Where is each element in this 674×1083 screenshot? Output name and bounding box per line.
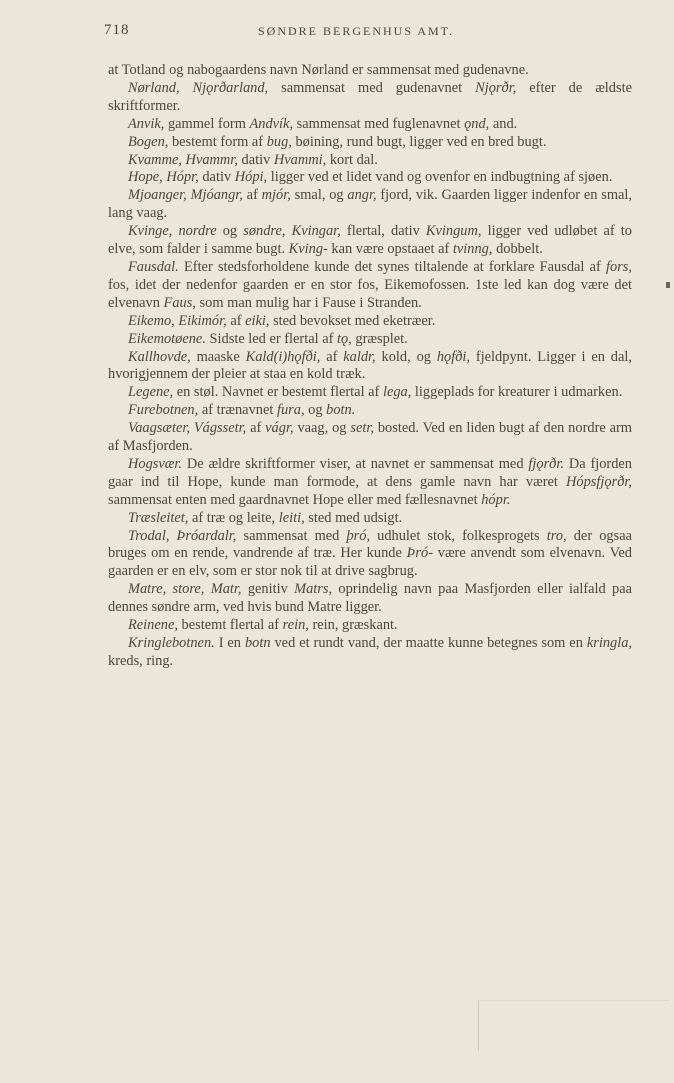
italic-term: fors, — [606, 258, 632, 275]
italic-term: Hope, Hópr, — [128, 169, 199, 186]
italic-term: Nørland, Njǫrðarland, — [128, 79, 269, 96]
paragraph — [108, 420, 632, 456]
paragraph — [108, 528, 632, 582]
text-run: kold, og — [375, 348, 437, 365]
text-run: af træ og leite, — [188, 509, 279, 526]
italic-term: Eikemotøene. — [128, 330, 206, 347]
paragraph — [108, 152, 632, 170]
paragraph — [108, 62, 632, 80]
italic-term: rein, — [282, 617, 309, 634]
page-body — [108, 62, 632, 671]
text-run: rein, græskant. — [308, 617, 398, 634]
italic-term: Þró- — [406, 545, 433, 562]
text-run: af — [320, 348, 344, 365]
text-run: at Totland og nabogaardens navn Nørland er sammensat med gudenavne. — [108, 62, 529, 78]
italic-term: angr, — [347, 187, 377, 204]
paragraph — [108, 169, 632, 187]
text-run: efter de ældste skriftformer. — [108, 79, 632, 114]
italic-term: Mjoanger, Mjóangr, — [128, 187, 243, 204]
text-run: græsplet. — [351, 330, 408, 347]
italic-term: Hvammi, — [273, 151, 327, 168]
text-run: og — [216, 223, 244, 240]
italic-term: tro, — [546, 527, 567, 544]
italic-term: botn. — [326, 402, 356, 419]
text-run: der ogsaa bruges om en rende, vandrende af træ. Her kunde — [108, 527, 632, 562]
text-run: være anvendt som elvenavn. Ved gaarden er en elv, som er stor nok til at drive sagbrug. — [108, 545, 632, 580]
italic-term: Hópi, — [234, 169, 268, 186]
text-run: gammel form — [164, 115, 250, 132]
text-run: genitiv — [241, 581, 295, 598]
text-run: som man mulig har i Fause i Stranden. — [195, 294, 422, 311]
italic-term: Bogen, — [128, 133, 169, 150]
text-run: sted bevokset med eketræer. — [269, 312, 436, 329]
page-number: 718 — [104, 22, 130, 38]
text-run: kort dal. — [326, 151, 378, 168]
italic-term: Kvinge, nordre — [128, 223, 217, 240]
italic-term: Træsleitet, — [128, 509, 189, 526]
italic-term: Hogsvær. — [128, 455, 182, 472]
text-run: Efter stedsforholdene kunde det synes tiltalende at forklare Fausdal af — [178, 258, 606, 275]
paragraph — [108, 635, 632, 671]
text-run: Da fjorden gaar ind til Hope, kunde man formode, at dens gamle navn har været — [108, 455, 632, 490]
text-run: oprindelig navn paa Masfjorden eller ialfald paa dennes søndre arm, ved hvis bund Matre ligger. — [108, 581, 633, 616]
text-run: vaag, og — [293, 420, 351, 437]
text-run: bosted. Ved en liden bugt af den nordre arm af Masfjorden. — [108, 420, 632, 455]
paragraph — [108, 617, 632, 635]
text-run: fjeldpynt. Ligger i en dal, hvorigjennem der pleier at staa en kold træk. — [108, 348, 632, 383]
italic-term: søndre, Kvingar, — [243, 223, 341, 240]
text-run: af — [226, 312, 246, 329]
text-run: og — [304, 402, 327, 419]
italic-term: tvinng, — [452, 241, 493, 258]
text-run: udhulet stok, folkesprogets — [370, 527, 547, 544]
italic-term: Andvík, — [249, 115, 294, 132]
paragraph — [108, 80, 632, 116]
text-run: fjord, vik. Gaarden ligger indenfor en smal, lang vaag. — [108, 187, 633, 222]
paragraph — [108, 313, 632, 331]
paragraph — [108, 456, 632, 510]
text-run: ligger ved udløbet af to elve, som falder i samme bugt. — [108, 223, 632, 258]
text-run: ved et rundt vand, der maatte kunne betegnes som en — [270, 635, 587, 651]
paragraph — [108, 384, 632, 402]
italic-term: þró, — [346, 527, 371, 544]
italic-term: Reinene, — [128, 617, 178, 634]
text-run: and. — [489, 115, 518, 132]
italic-term: Kald(i)hǫfði, — [245, 348, 321, 365]
text-run: bestemt form af — [168, 133, 267, 150]
italic-term: Eikemo, Eikimór, — [128, 312, 227, 329]
text-run: ligger ved et lidet vand og ovenfor en indbugtning af sjøen. — [267, 169, 613, 186]
paragraph — [108, 223, 632, 259]
text-run: bøining, rund bugt, ligger ved en bred bugt. — [291, 133, 547, 150]
italic-term: kringla, — [586, 635, 632, 651]
text-run: liggeplads for kreaturer i udmarken. — [411, 384, 623, 401]
text-run: flertal, dativ — [340, 223, 426, 240]
italic-term: Vaagsæter, Vágssetr, — [128, 420, 247, 437]
text-run: en støl. Navnet er bestemt flertal af — [173, 384, 383, 401]
italic-term: Matre, store, Matr, — [128, 581, 242, 598]
text-run: af — [246, 420, 266, 437]
paragraph — [108, 134, 632, 152]
italic-term: tǫ, — [336, 330, 352, 347]
italic-term: bug, — [266, 133, 292, 150]
text-run: fos, idet der nedenfor gaarden er en stor fos, Eikemofossen. 1ste led kan dog være det elvenavn — [108, 276, 632, 311]
italic-term: Trodal, Þróardalr, — [128, 527, 237, 544]
text-run: maaske — [190, 348, 246, 365]
text-run: af trænavnet — [198, 402, 277, 419]
paragraph — [108, 510, 632, 528]
text-run: kreds, ring. — [108, 652, 174, 669]
paragraph — [108, 349, 632, 385]
text-run: kan være opstaaet af — [327, 241, 453, 258]
italic-term: Kvingum, — [425, 223, 482, 240]
text-run: dativ — [237, 151, 274, 168]
library-stamp-outline — [478, 1000, 669, 1051]
paragraph — [108, 259, 632, 313]
italic-term: eiki, — [245, 312, 270, 329]
text-run: dativ — [198, 169, 235, 186]
italic-term: fura, — [276, 402, 305, 419]
text-run: sammensat med gudenavnet — [268, 79, 476, 96]
italic-term: hǫfði, — [436, 348, 471, 365]
italic-term: hópr. — [481, 491, 511, 508]
text-run: sammensat enten med gaardnavnet Hope eller med fællesnavnet — [108, 491, 482, 508]
italic-term: Legene, — [128, 384, 174, 401]
italic-term: mjór, — [261, 187, 291, 204]
text-run: Sidste led er flertal af — [205, 330, 337, 347]
paragraph — [108, 581, 632, 617]
italic-term: fjǫrðr. — [528, 455, 564, 472]
italic-term: Matrs, — [294, 581, 333, 598]
paragraph — [108, 116, 632, 134]
italic-term: Furebotnen, — [128, 402, 199, 419]
text-run: af — [242, 187, 262, 204]
paragraph — [108, 187, 632, 223]
paragraph — [108, 331, 632, 349]
text-run: De ældre skriftformer viser, at navnet er sammensat med — [181, 455, 529, 472]
italic-term: Hópsfjǫrðr, — [566, 473, 632, 490]
italic-term: Faus, — [163, 294, 196, 311]
text-run: dobbelt. — [492, 241, 543, 258]
text-run: smal, og — [290, 187, 348, 204]
italic-term: Kringlebotnen. — [128, 635, 215, 651]
running-title: SØNDRE BERGENHUS AMT. — [258, 24, 455, 38]
italic-term: Fausdal. — [128, 258, 179, 275]
text-run: bestemt flertal af — [177, 617, 283, 634]
italic-term: lega, — [382, 384, 412, 401]
italic-term: botn — [244, 635, 271, 651]
italic-term: Kving- — [288, 241, 328, 258]
italic-term: Njǫrðr, — [475, 79, 517, 96]
italic-term: kaldr, — [343, 348, 376, 365]
italic-term: vágr, — [265, 420, 294, 437]
page-header — [104, 22, 634, 42]
italic-term: leiti, — [278, 509, 305, 526]
margin-mark — [666, 282, 670, 288]
italic-term: Kvamme, Hvammr, — [128, 151, 238, 168]
text-run: sammensat med fuglenavnet — [293, 115, 465, 132]
italic-term: Anvik, — [128, 115, 165, 132]
italic-term: ǫnd, — [464, 115, 490, 132]
text-run: I en — [214, 635, 245, 651]
paragraph — [108, 402, 632, 420]
italic-term: setr, — [350, 420, 374, 437]
italic-term: Kallhovde, — [128, 348, 191, 365]
text-run: sted med udsigt. — [304, 509, 403, 526]
text-run: sammensat med — [236, 527, 347, 544]
